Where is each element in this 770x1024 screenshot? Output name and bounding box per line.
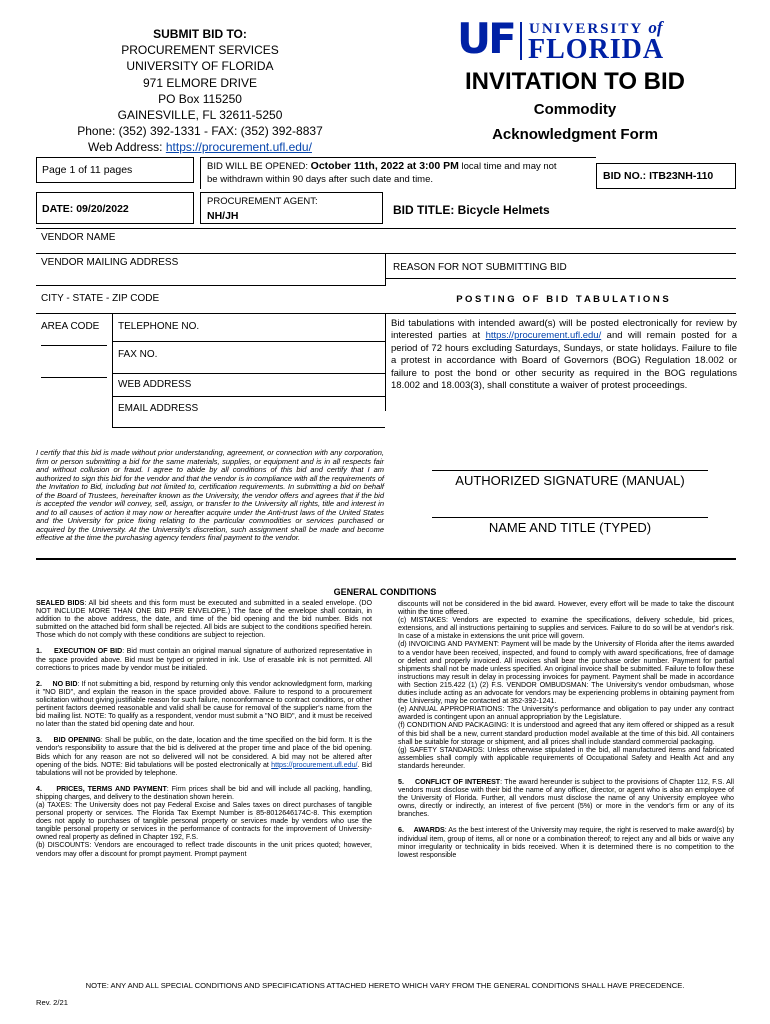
fax-label: FAX NO. [118, 349, 158, 360]
posting-title: P O S T I N G O F B I D T A B U L A T I O N S [456, 294, 669, 305]
condition-prices-terms: 4. PRICES, TERMS AND PAYMENT: Firm prices shall be bid and will include all packing, handling, shipping charges, and delivery to the destination shown herein. (a) TAXES: The University does not pay Federal Excise and Sales taxes on direct purchases of tangible personal property or services. The Florida Tax Exempt Number is 85-8012646174C-8. This exemption does not apply to purchases of tangible personal property or services made by vendors who use the tangible personal property or services in the performance of contracts for the improvement of University-owned real property as defined in Chapter 192, F.S. (b) DISCOUNTS: Vendors are encouraged to reflect trade discounts in the unit prices quoted; however, vendors may offer a discount for prompt payment. Prompt payment [36, 784, 372, 858]
condition-discounts-cont: discounts will not be considered in the bid award. However, every effort will be made to take the discount within the time offered. (c) MISTAKES: Vendors are expected to examine the specifications, delivery schedule, bid prices, extensions, and all instructions pertaining to supplies and services. Failure to do so will be at vendor's risk. In case of a mistake in extensions the unit price will govern. (d) INVOICING AND PAYMENT: Payment will be made by the University of Florida after the items awarded to a vendor have been received, inspected, and found to comply with award specifications, free of damage or defect and properly invoiced. All invoices shall bear the purchase order number. Payment for partial shipments shall not be made unless specified. An original invoice shall be submitted. Failure to follow these instructions may result in delay in processing invoices for payment. Payment shall be made in accordance with Section 215.422 (1) (2) F.S. VENDOR OMBUDSMAN: The University's vendor ombudsman, whose duties include acting as an advocate for vendors may be experiencing problems in obtaining payment from the University, may be contacted at 352-392-1241. (e) ANNUAL APPROPRIATIONS: The University's performance and obligation to pay under any contract awarded is contingent upon an annual appropriation by the Legislature. (f) CONDITION AND PACKAGING: It is understood and agreed that any item offered or shipped as a result of this bid shall be a new, current standard production model available at the time of this bid. All containers shall be suitable for storage or shipment, and all prices shall include standard commercial packaging. (g) SAFETY STANDARDS: Unless otherwise stipulated in the bid, all manufactured items and fabricated assemblies shall comply with applicable requirements of Occupational Safety and Health Act and any standards hereunder. [398, 600, 734, 770]
posting-text: Bid tabulations with intended award(s) will be posted electronically for review by interested parties at https://procurement.ufl.edu/ and will remain posted for a period of 72 hours excluding Saturdays, Sundays, or state holidays. Failure to file a protest in accordance with Board of Governors (BOG) Regulation 18.002 or failure to post the bond or other security as required in the BOG regulations 18.002 and 18.003(3), shall constitute a waiver of protest proceedings. [391, 318, 737, 392]
agent-label: PROCUREMENT AGENT: [207, 196, 318, 207]
agent-box [200, 192, 383, 224]
area-code-label: AREA CODE [41, 321, 100, 332]
web-address-link[interactable]: https://procurement.ufl.edu/ [165, 140, 312, 155]
address-line: PROCUREMENT SERVICES [121, 43, 279, 58]
bid-number-box [596, 163, 736, 189]
doc-subtitle-acknowledgment: Acknowledgment Form [492, 126, 658, 143]
general-conditions-title: GENERAL CONDITIONS [333, 587, 437, 597]
condition-no-bid: 2. NO BID: If not submitting a bid, respond by returning only this vendor acknowledgment form, marking it "NO BID", and explain the reason in the space provided above. Failure to respond to a procurement solicitation without giving justifiable reason for such failure, nonconformance to contract conditions, or other pertinent factors deemed reasonable and valid shall be cause for removal of the supplier's name from the bid mailing list. NOTE: To qualify as a respondent, vendor must submit a "NO BID", and it must be received no later than the stated bid opening date and hour. [36, 679, 372, 729]
vendor-mailing-label: VENDOR MAILING ADDRESS [41, 257, 179, 268]
email-address-label: EMAIL ADDRESS [118, 403, 199, 414]
agent-value: NH/JH [207, 210, 239, 222]
certification-text: I certify that this bid is made without prior understanding, agreement, or connection with any corporation, firm or person submitting a bid for the same materials, supplies, or equipment and is in all respects fair and without collusion or fraud. I agree to abide by all conditions of this bid and certify that I am authorized to sign this bid for the vendor and that the vendor is in compliance with all the requirements of the Invitation to Bid, including but not limited to, certification requirements. In submitting a bid on behalf of the Board of Trustees, hereinafter known as the University, the vendor offers and agrees that if the bid is accepted the vendor will convey, sell, assign, or transfer to the University all rights, title and interest in and to all causes of action it may now or hereafter acquire under the Anti-trust laws of the United States and the University for price fixing relating to the particular commodities or services purchased or acquired by the University. At the University's discretion, such assignment shall be made and become effective at the time the purchasing agency tenders final payment to the vendor. [36, 448, 384, 543]
fax-area-field[interactable] [41, 377, 107, 378]
uf-logo-university: UNIVERSITY of [529, 18, 663, 37]
footer-note: NOTE: ANY AND ALL SPECIAL CONDITIONS AND SPECIFICATIONS ATTACHED HERETO WHICH VARY FROM THE GENERAL CONDITIONS SHALL HAVE PRECEDENCE. [85, 981, 685, 990]
name-title-line[interactable] [432, 517, 708, 518]
bid-number: BID NO.: ITB23NH-110 [603, 170, 714, 182]
city-state-zip-label: CITY - STATE - ZIP CODE [41, 293, 160, 304]
revision-label: Rev. 2/21 [36, 998, 68, 1007]
bid-opening-line1: BID WILL BE OPENED: October 11th, 2022 at 3:00 PM local time and may not [207, 160, 557, 172]
page-count: Page 1 of 11 pages [42, 164, 133, 176]
general-conditions-left [36, 599, 372, 866]
doc-title: INVITATION TO BID [465, 68, 685, 95]
page-count-box [36, 157, 194, 183]
bid-opening-box [201, 157, 591, 189]
address-line: UNIVERSITY OF FLORIDA [126, 59, 274, 74]
telephone-label: TELEPHONE NO. [118, 321, 200, 332]
submit-address-block [40, 26, 360, 156]
vendor-name-label: VENDOR NAME [41, 232, 116, 243]
address-line: PO Box 115250 [158, 91, 242, 106]
doc-subtitle-commodity: Commodity [533, 101, 617, 118]
uf-logo-florida: FLORIDA [528, 34, 665, 65]
address-line: GAINESVILLE, FL 32611-5250 [117, 108, 283, 123]
uf-logo-divider [520, 22, 522, 60]
condition-execution: 1. EXECUTION OF BID: Bid must contain an original manual signature of authorized representative in the space provided above. Bid must be typed or printed in ink. Use of erasable ink is not permitted. All corrections to prices made by vendor must be initialed. [36, 647, 372, 672]
bid-tabulation-link[interactable]: https://procurement.ufl.edu/ [271, 760, 358, 769]
bid-title: BID TITLE: Bicycle Helmets [393, 203, 550, 217]
bid-opening-date: October 11th, 2022 at 3:00 PM [310, 160, 459, 172]
general-conditions-right [398, 600, 734, 867]
address-line: Phone: (352) 392-1331 - FAX: (352) 392-8837 [77, 124, 323, 139]
web-address: Web Address: https://procurement.ufl.edu/ [88, 140, 312, 155]
signature-line[interactable] [432, 470, 708, 471]
condition-conflict-interest: 5. CONFLICT OF INTEREST: The award hereunder is subject to the provisions of Chapter 112, F.S. All vendors must disclose with their bid the name of any officer, director, or agent who is also an employee of the University of Florida. Further, all vendors must disclose the name of any University employee who owns, directly or indirectly, an interest of five percent (5%) or more in the vendor's firm or any of its branches. [398, 777, 734, 819]
address-line: 971 ELMORE DRIVE [142, 75, 258, 90]
date-box [36, 192, 194, 224]
area-code-field[interactable] [41, 345, 107, 346]
web-address-label: WEB ADDRESS [118, 379, 192, 390]
uf-logo [457, 14, 687, 65]
condition-sealed-bids: SEALED BIDS: All bid sheets and this form must be executed and submitted in a sealed envelope. (DO NOT INCLUDE MORE THAN ONE BID PER ENVELOPE.) The face of the envelope shall contain, in addition to the above address, the date, and time of the bid opening and the bid number. Bids not submitted on the attached bid form shall be rejected. All bids are subject to the conditions specified herein. Those which do not comply with these conditions are subject to rejection. [36, 599, 372, 640]
reason-not-submitting-label: REASON FOR NOT SUBMITTING BID [393, 262, 567, 273]
name-title-label: NAME AND TITLE (TYPED) [488, 520, 652, 535]
uf-logo-mark: UF [457, 14, 514, 63]
condition-awards: 6. AWARDS: As the best interest of the University may require, the right is reserved to make award(s) by individual item, group of items, all or none or a combination thereof; to reject any and all bids or waive any minor irregularity or technicality in bids received. When it is determined there is no competition to the lowest responsible [398, 826, 734, 859]
bid-date: DATE: 09/20/2022 [42, 203, 129, 215]
condition-bid-opening: 3. BID OPENING: Shall be public, on the date, location and the time specified on the bid form. It is the vendor's responsibility to assure that the bid is delivered at the proper time and place of the bid opening. Bids which for any reason are not so delivered will not be considered. A bid may not be altered after opening of the bids. NOTE: Bid tabulations will be posted electronically at https://procurement.ufl.edu/. Bid tabulations will not be provided by telephone. [36, 736, 372, 777]
posting-link[interactable]: https://procurement.ufl.edu/ [485, 330, 602, 342]
signature-label: AUTHORIZED SIGNATURE (MANUAL) [455, 473, 685, 488]
bid-opening-line2: be withdrawn within 90 days after such date and time. [207, 174, 434, 185]
submit-title: SUBMIT BID TO: [153, 27, 247, 41]
